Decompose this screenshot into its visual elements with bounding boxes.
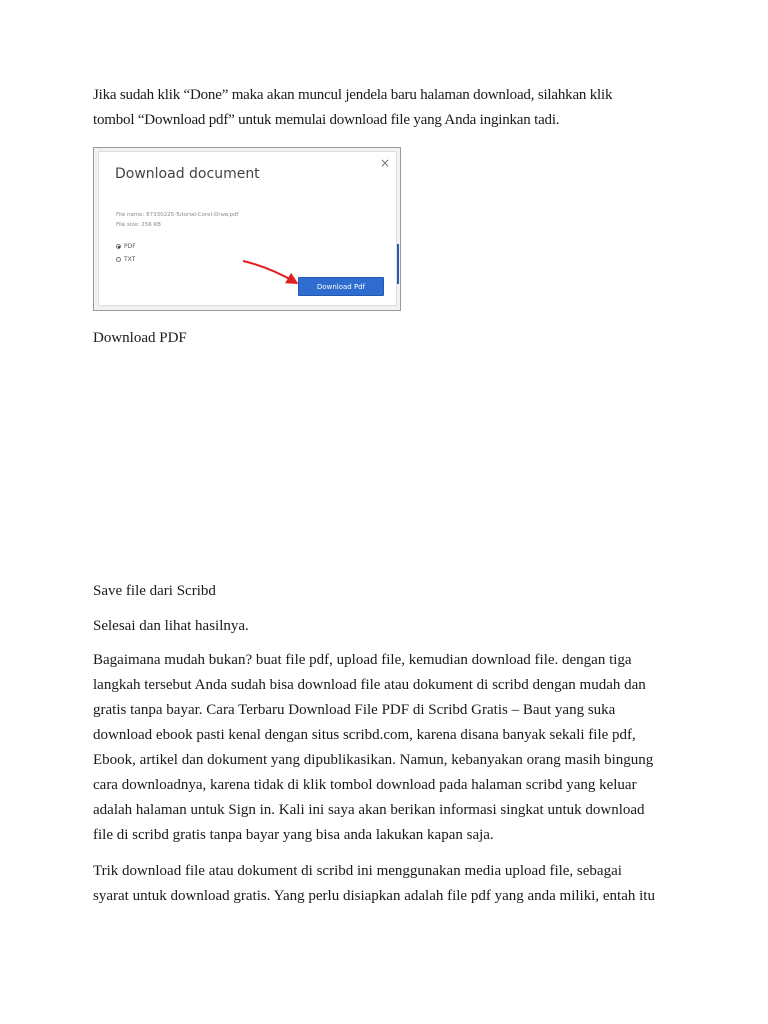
- body-line: gratis tanpa bayar. Cara Terbaru Download File PDF di Scribd Gratis – Baut yang suka: [93, 702, 616, 718]
- dialog-title: Download document: [115, 166, 260, 182]
- radio-option-txt-label: TXT: [124, 256, 136, 263]
- download-pdf-button[interactable]: Download Pdf: [298, 277, 384, 296]
- body-line: langkah tersebut Anda sudah bisa download file atau dokument di scribd dengan mudah dan: [93, 677, 646, 693]
- body-line: adalah halaman untuk Sign in. Kali ini saya akan berikan informasi singkat untuk download: [93, 802, 645, 818]
- body-paragraph-1: [93, 648, 693, 848]
- intro-paragraph: [93, 83, 693, 133]
- file-name-label: File name: 87330225-Tutorial-Corel-Draw.pdf: [116, 212, 239, 218]
- file-size-label: File size: 256 KB: [116, 222, 161, 228]
- body-line: cara downloadnya, karena tidak di klik tombol download pada halaman scribd yang keluar: [93, 777, 637, 793]
- body-line: Ebook, artikel dan dokument yang dipublikasikan. Namun, kebanyakan orang masih bingung: [93, 752, 654, 768]
- radio-option-pdf-label: PDF: [124, 243, 136, 250]
- body-line: syarat untuk download gratis. Yang perlu disiapkan adalah file pdf yang anda miliki, entah itu: [93, 888, 655, 904]
- body-line: Trik download file atau dokument di scribd ini menggunakan media upload file, sebagai: [93, 863, 622, 879]
- close-icon[interactable]: ×: [379, 156, 390, 170]
- intro-line-1: Jika sudah klik “Done” maka akan muncul jendela baru halaman download, silahkan klik: [93, 87, 613, 103]
- body-line: download ebook pasti kenal dengan situs scribd.com, karena disana banyak sekali file pdf,: [93, 727, 636, 743]
- body-paragraph-2: [93, 859, 693, 909]
- intro-line-2: tombol “Download pdf” untuk memulai download file yang Anda inginkan tadi.: [93, 112, 560, 128]
- download-dialog-screenshot: [93, 147, 401, 311]
- download-dialog: [98, 151, 397, 306]
- caption-done: Selesai dan lihat hasilnya.: [93, 618, 249, 634]
- body-line: Bagaimana mudah bukan? buat file pdf, upload file, kemudian download file. dengan tiga: [93, 652, 632, 668]
- body-line: file di scribd gratis tanpa bayar yang bisa anda lakukan kapan saja.: [93, 827, 494, 843]
- caption-save-file: Save file dari Scribd: [93, 583, 216, 599]
- caption-download-pdf: Download PDF: [93, 330, 187, 346]
